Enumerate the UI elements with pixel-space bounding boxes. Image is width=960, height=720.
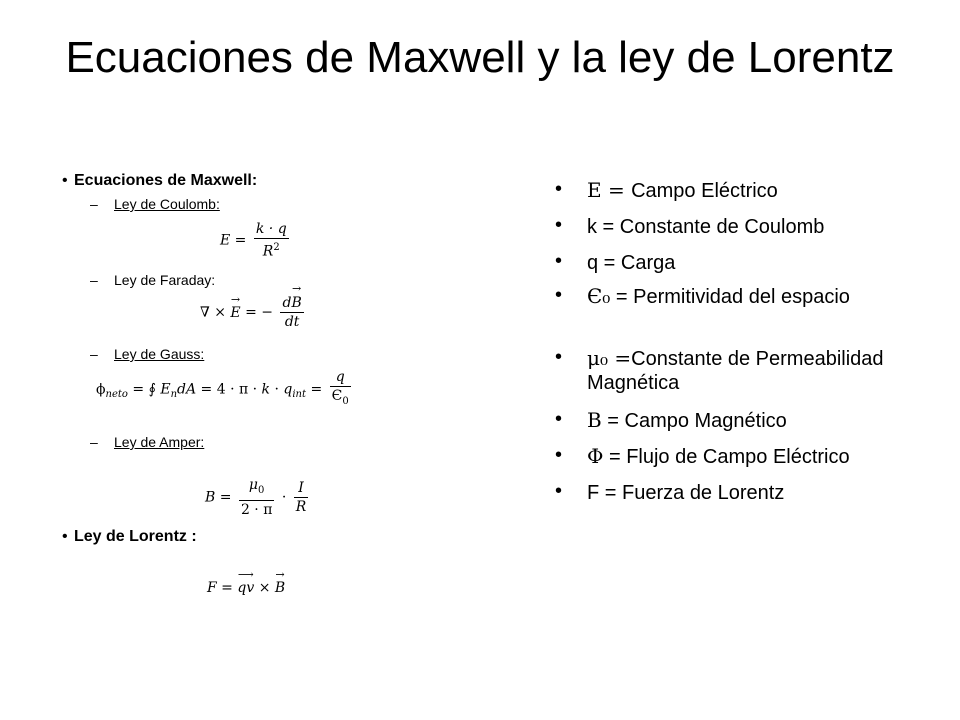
maxwell-heading: Ecuaciones de Maxwell: <box>74 172 258 189</box>
gauss-equation: $\phi_{neto}$ = ∮ $E_ndA = 4 \cdot \pi \cdot k \cdot q_{int}$ = $\frac{q}{Є_0}$ <box>96 369 349 407</box>
bullet-dot: • <box>555 284 563 306</box>
lorentz-heading: Ley de Lorentz : <box>74 528 197 545</box>
bullet-dot: • <box>555 444 563 466</box>
symbol: μ₀ = <box>587 346 632 370</box>
bullet-dot: • <box>555 408 563 430</box>
bullet-dot: • <box>555 250 563 272</box>
coulomb-label: Ley de Coulomb: <box>114 196 220 212</box>
slide-title: Ecuaciones de Maxwell y la ley de Lorentz <box>65 33 895 82</box>
symbol: B <box>587 408 602 432</box>
legend-text: = Campo Magnético <box>601 410 787 432</box>
coulomb-equation: E = $\frac{k \cdot q}{R^2}$ <box>220 221 287 260</box>
bullet-dot: • <box>62 528 68 545</box>
symbol: Є₀ <box>587 284 611 308</box>
bullet-dot: • <box>555 480 563 502</box>
legend-text: = Permitividad del espacio <box>610 286 850 308</box>
faraday-equation: ∇ × E → = − dB → dt <box>200 282 302 330</box>
legend-text: k = Constante de Coulomb <box>587 216 825 238</box>
gauss-label: Ley de Gauss: <box>114 346 205 362</box>
dash: – <box>90 434 98 450</box>
bullet-dot: • <box>555 214 563 236</box>
symbol: E = <box>587 178 632 202</box>
legend-text: F = Fuerza de Lorentz <box>587 482 785 504</box>
dash: – <box>90 272 98 288</box>
bullet-dot: • <box>62 172 68 189</box>
legend-text: q = Carga <box>587 252 676 274</box>
legend-text: = Flujo de Campo Eléctrico <box>603 446 850 468</box>
bullet-dot: • <box>555 346 563 368</box>
amper-label: Ley de Amper: <box>114 434 205 450</box>
symbol: Φ <box>587 444 604 468</box>
legend-text: Campo Eléctrico <box>631 180 778 202</box>
bullet-dot: • <box>555 178 563 200</box>
faraday-label: Ley de Faraday: <box>114 272 216 288</box>
dash: – <box>90 196 98 212</box>
lorentz-equation: F = qv ⟶ × B → <box>207 568 286 596</box>
legend-text: Constante de Permeabilidad Magnética <box>587 348 884 394</box>
dash: – <box>90 346 98 362</box>
amper-equation: B = $\frac{\mu_0}{2 \cdot \pi}$ · $\frac{I}{R}$ <box>205 477 307 518</box>
